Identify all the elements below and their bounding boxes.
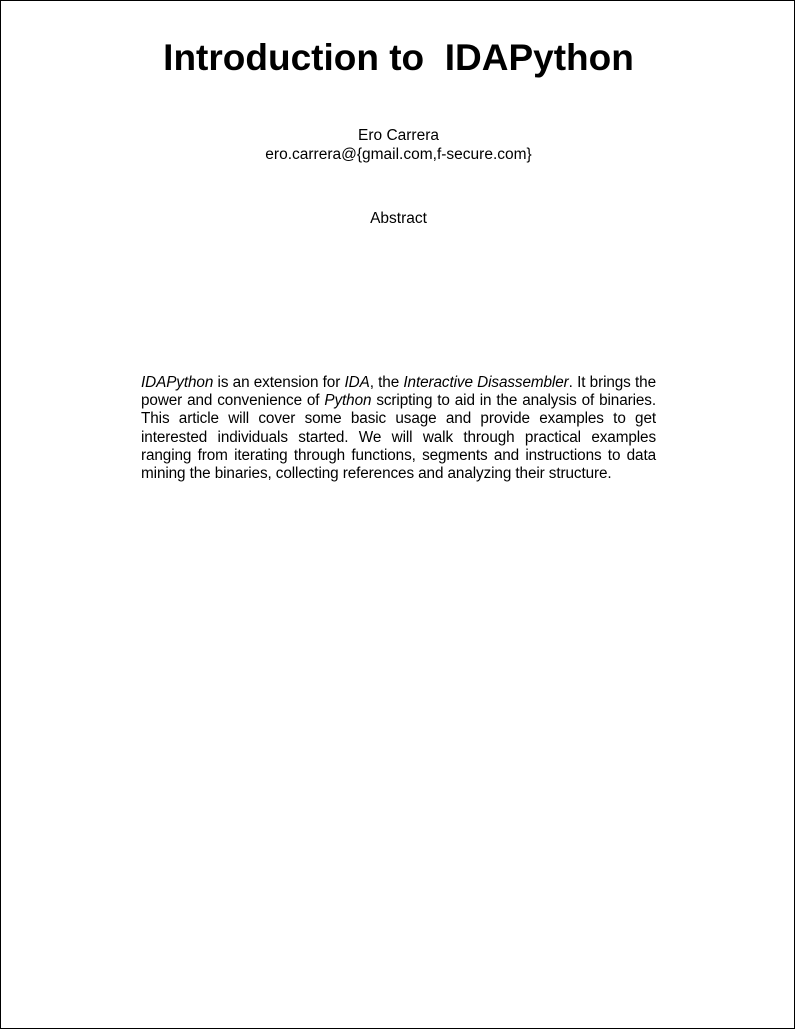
paper-title: Introduction to IDAPython <box>163 37 634 78</box>
abstract-text: . It brings the power and convenience of <box>141 374 656 410</box>
abstract-text: is an extension for <box>213 374 345 391</box>
author-email: ero.carrera@{gmail.com,f-secure.com} <box>265 146 532 163</box>
abstract-term-idapython: IDAPython <box>141 374 214 391</box>
abstract-term-ida: IDA <box>344 374 370 391</box>
abstract-heading: Abstract <box>370 210 427 227</box>
abstract-term-interactive-disassembler: Interactive Disassembler <box>403 374 569 391</box>
abstract-text: , the <box>369 374 404 391</box>
author-name: Ero Carrera <box>358 127 439 144</box>
abstract-term-python: Python <box>324 392 372 410</box>
abstract-body <box>141 374 656 483</box>
abstract-text: scripting to aid in the analysis of binaries. This article will cover some basic usage and provide examples to get interested individuals started. We will walk through practical examples ranging from iterating through functions, segments and instructions to data mining the binaries, collecting references and analyzing their structure. <box>141 392 657 483</box>
